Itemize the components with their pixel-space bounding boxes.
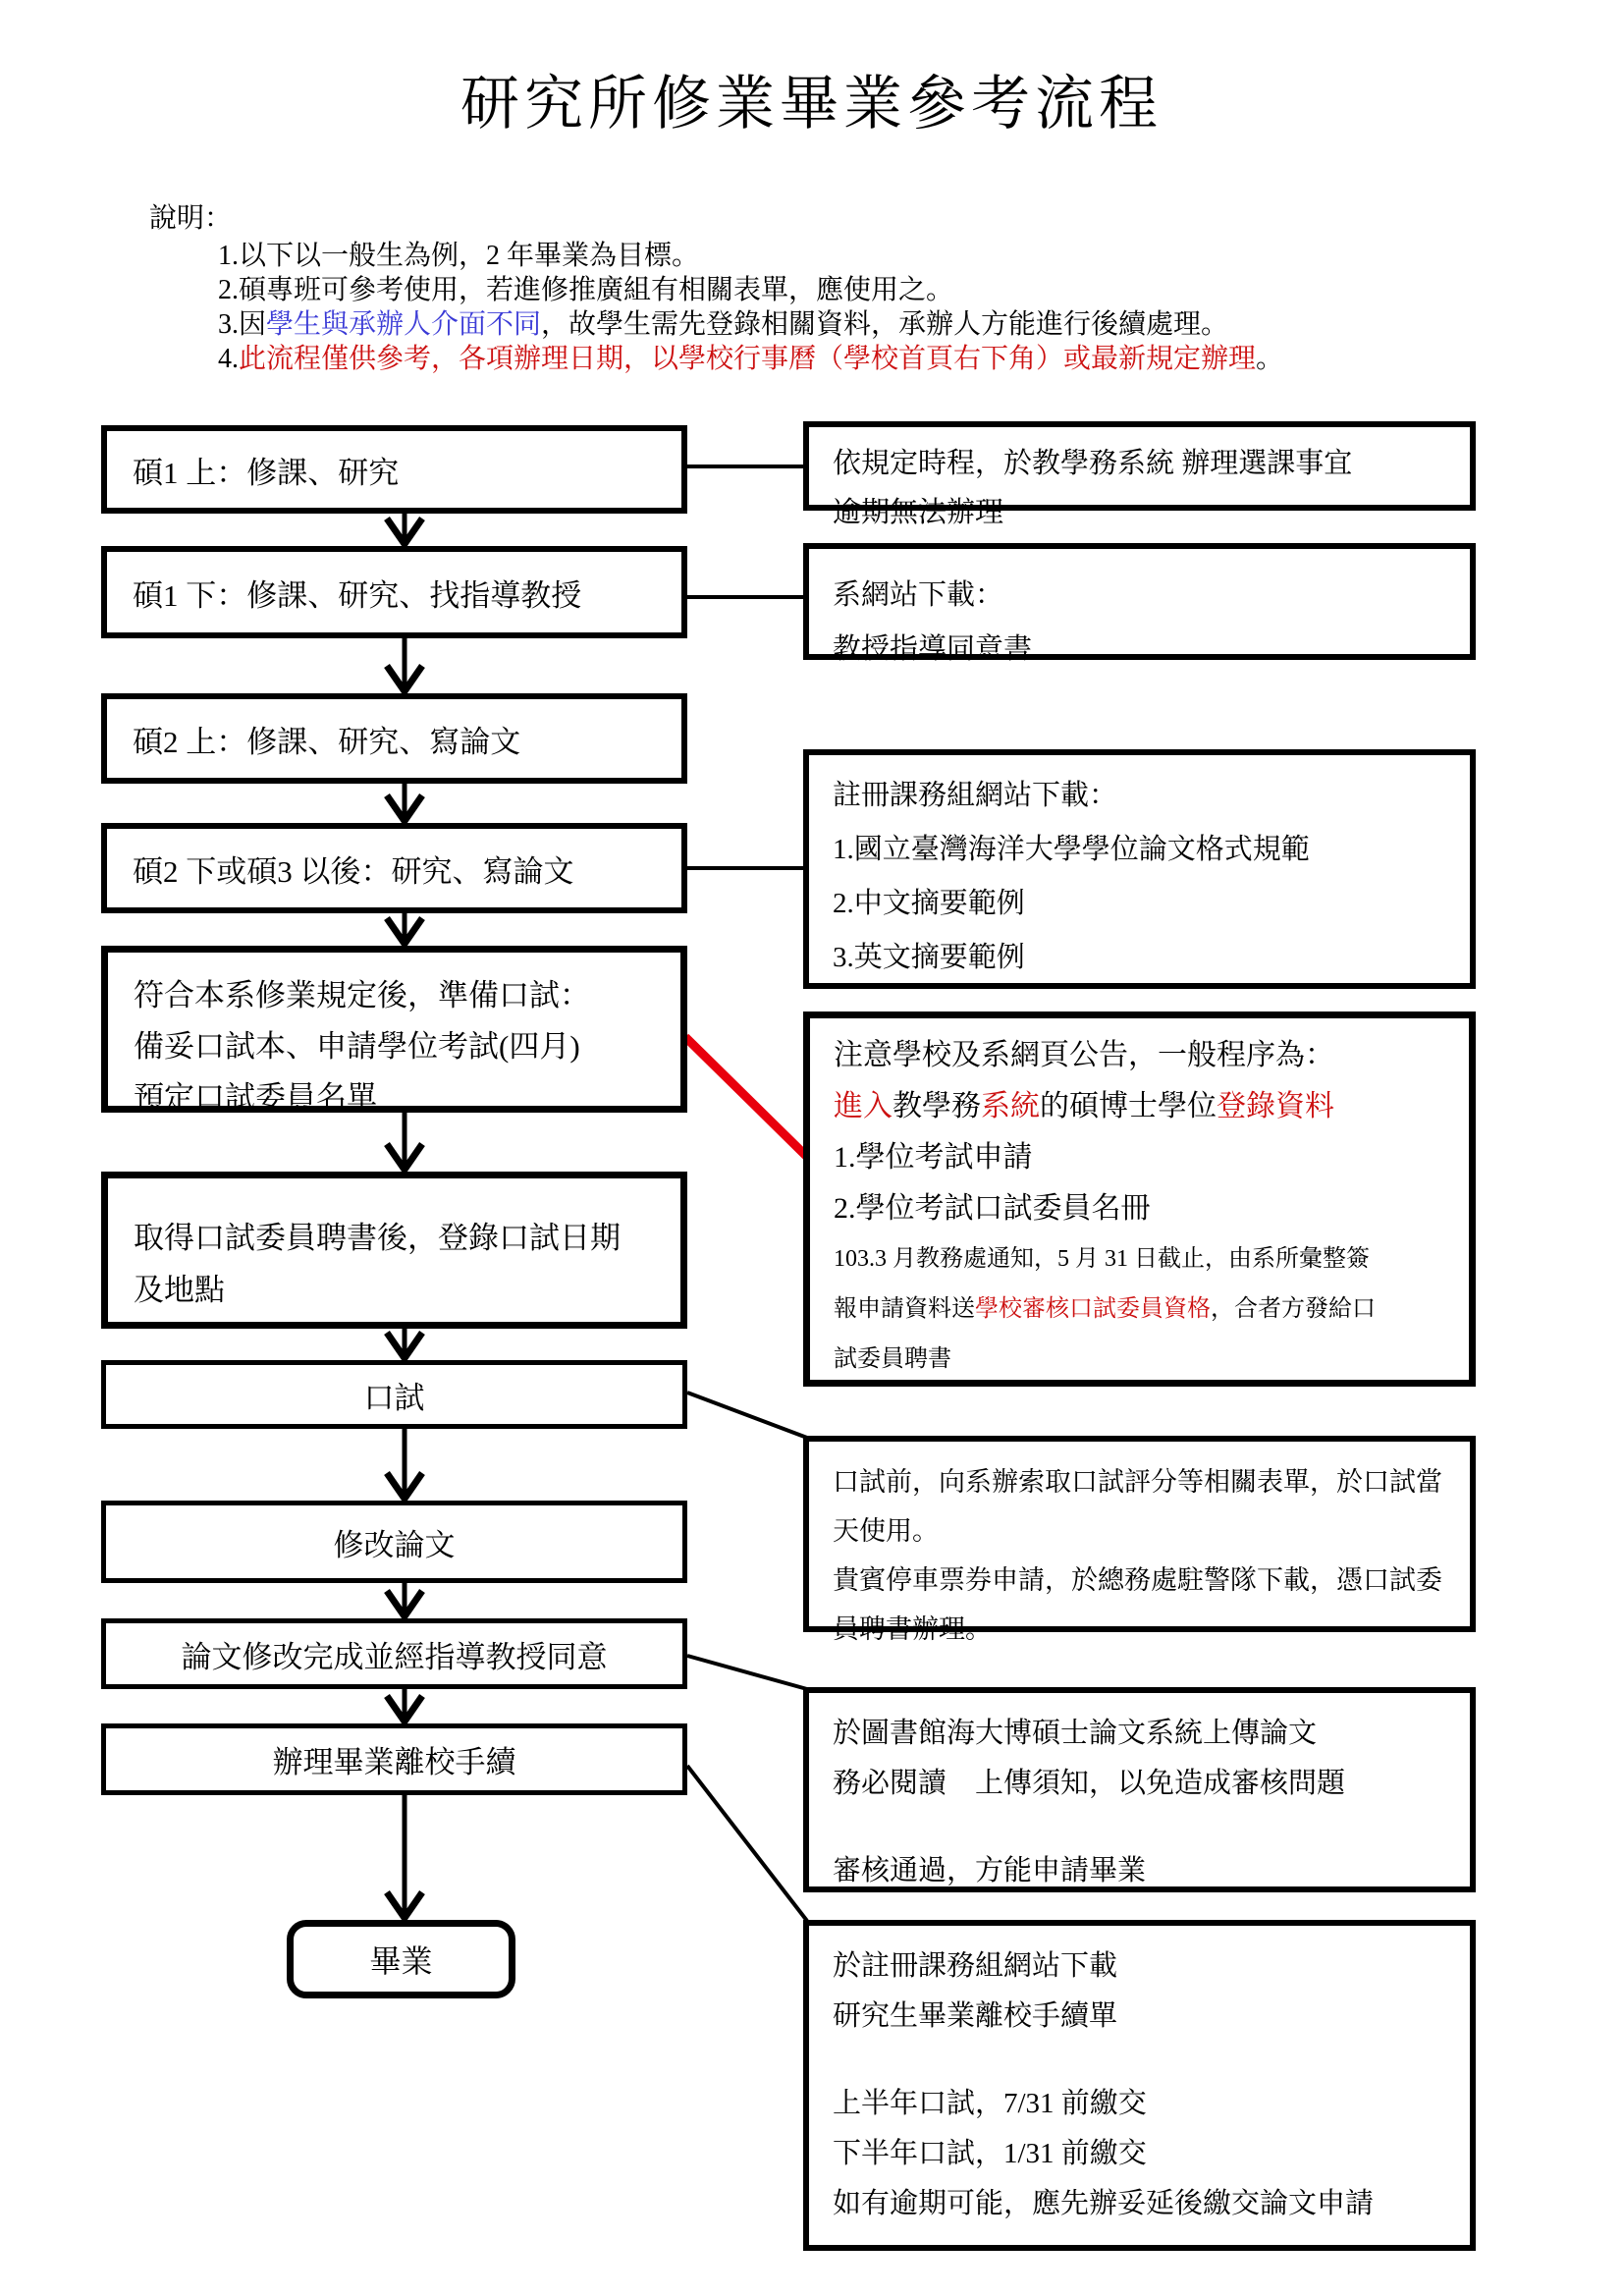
note-4-post: 。 bbox=[1256, 344, 1284, 374]
note-1-text: 以下以一般生為例，2 年畢業為目標。 bbox=[239, 241, 700, 271]
side-box-6 bbox=[803, 1687, 1476, 1892]
side-box-4-line2-red2: 系統 bbox=[981, 1090, 1040, 1122]
side-box-4-line4: 2.學位考試口試委員名冊 bbox=[834, 1192, 1151, 1225]
page-title: 研究所修業畢業參考流程 bbox=[460, 72, 1163, 137]
flow-step-5 bbox=[101, 946, 687, 1113]
side-box-6-blank-line bbox=[833, 1809, 1470, 1846]
side-box-4-line5: 103.3 月教務處通知，5 月 31 日截止，由系所彙整簽 bbox=[834, 1246, 1370, 1272]
side-box-6-line3: 審核通過，方能申請畢業 bbox=[833, 1855, 1147, 1886]
flow-arrow-8 bbox=[387, 1583, 422, 1616]
flow-step-6 bbox=[101, 1172, 687, 1329]
side-box-4-line2-red3: 登錄資料 bbox=[1217, 1090, 1334, 1122]
side-box-4-line6-pre: 報申請資料送 bbox=[834, 1296, 975, 1322]
side-box-5-line1: 口試前，向系辦索取口試評分等相關表單，於口試當 bbox=[833, 1467, 1442, 1497]
flow-step-3-label: 碩2 上：修課、研究、寫論文 bbox=[133, 724, 521, 759]
side-box-7 bbox=[803, 1920, 1476, 2251]
side-box-4-line1: 注意學校及系網頁公告，一般程序為： bbox=[834, 1039, 1334, 1071]
side-box-2 bbox=[803, 543, 1476, 665]
side-box-1-line1: 依規定時程，於教學務系統 辦理選課事宜 bbox=[833, 448, 1353, 479]
side-box-4-line2-black2: 的碩博士學位 bbox=[1040, 1090, 1217, 1122]
flow-step-10-label: 辦理畢業離校手續 bbox=[272, 1745, 516, 1779]
side-box-5-line3: 貴賓停車票券申請，於總務處駐警隊下載，憑口試委 bbox=[833, 1565, 1442, 1595]
side-box-3 bbox=[803, 749, 1476, 989]
flow-arrow-2 bbox=[387, 638, 422, 691]
side-box-1-line2: 逾期無法辦理 bbox=[833, 497, 1004, 528]
flow-step-8 bbox=[101, 1501, 687, 1583]
flow-step-11-label: 畢業 bbox=[369, 1943, 433, 1979]
side-box-4-line2-black1: 教學務 bbox=[893, 1090, 981, 1122]
side-box-7-line1: 於註冊課務組網站下載 bbox=[833, 1950, 1118, 1982]
note-2-text: 碩專班可參考使用，若進修推廣組有相關表單，應使用之。 bbox=[239, 275, 954, 305]
side-box-4-line6 bbox=[834, 1285, 1469, 1335]
flow-step-5-line3: 預定口試委員名單 bbox=[134, 1080, 377, 1115]
flow-arrow-4 bbox=[387, 913, 422, 944]
side-box-6-line1: 於圖書館海大博碩士論文系統上傳論文 bbox=[833, 1718, 1318, 1749]
note-3-post: ，故學生需先登錄相關資料，承辦人方能進行後續處理。 bbox=[541, 309, 1229, 340]
flow-step-2-label: 碩1 下：修課、研究、找指導教授 bbox=[133, 577, 582, 613]
flow-step-4-label: 碩2 下或碩3 以後：研究、寫論文 bbox=[133, 853, 574, 889]
flow-arrow-9 bbox=[387, 1689, 422, 1722]
flow-step-5-line1: 符合本系修業規定後，準備口試： bbox=[134, 978, 590, 1012]
red-connector-line bbox=[685, 1037, 809, 1159]
flow-step-11-graduation bbox=[287, 1920, 515, 1998]
side-box-3-line2: 1.國立臺灣海洋大學學位論文格式規範 bbox=[833, 834, 1310, 865]
flow-step-5-line2: 備妥口試本、申請學位考試(四月) bbox=[134, 1029, 580, 1064]
side-box-2-line1: 系網站下載： bbox=[833, 579, 1004, 611]
side-box-1 bbox=[803, 421, 1476, 528]
flow-step-7 bbox=[101, 1360, 687, 1429]
side-box-5-line4: 員聘書辦理。 bbox=[833, 1614, 992, 1644]
side-box-3-line4: 3.英文摘要範例 bbox=[833, 942, 1025, 973]
note-3-num: 3. bbox=[218, 309, 239, 340]
connector-line-6 bbox=[687, 1656, 807, 1689]
side-box-5-line2: 天使用。 bbox=[833, 1516, 939, 1546]
side-box-5 bbox=[803, 1436, 1476, 1644]
side-box-7-line4: 下半年口試，1/31 前繳交 bbox=[833, 2138, 1147, 2169]
flow-step-6-line1: 取得口試委員聘書後，登錄口試日期 bbox=[134, 1221, 621, 1255]
connector-line-7 bbox=[687, 1766, 807, 1921]
side-box-3-line1: 註冊課務組網站下載： bbox=[833, 780, 1118, 811]
flow-step-9 bbox=[101, 1618, 687, 1689]
flow-step-2 bbox=[101, 546, 687, 638]
note-4-red-text: 此流程僅供參考，各項辦理日期，以學校行事曆（學校首頁右下角）或最新規定辦理 bbox=[239, 344, 1257, 374]
note-3-pre: 因 bbox=[239, 309, 267, 340]
side-box-7-line2: 研究生畢業離校手續單 bbox=[833, 2000, 1118, 2032]
flow-step-8-label: 修改論文 bbox=[333, 1527, 456, 1562]
connector-line-5 bbox=[687, 1393, 807, 1438]
side-box-7-line3: 上半年口試，7/31 前繳交 bbox=[833, 2088, 1147, 2119]
note-4-num: 4. bbox=[218, 344, 239, 374]
side-box-2-line2: 教授指導同意書 bbox=[833, 633, 1033, 665]
flow-step-4 bbox=[101, 823, 687, 913]
flow-arrow-3 bbox=[387, 784, 422, 821]
note-3-blue-text: 學生與承辦人介面不同 bbox=[266, 309, 542, 340]
flow-step-1 bbox=[101, 425, 687, 514]
side-box-3-line3: 2.中文摘要範例 bbox=[833, 888, 1025, 919]
side-box-7-blank-line bbox=[833, 2042, 1470, 2079]
side-box-4-line3: 1.學位考試申請 bbox=[834, 1141, 1033, 1174]
note-2-num: 2. bbox=[218, 275, 239, 305]
side-box-4 bbox=[803, 1011, 1476, 1387]
note-1-num: 1. bbox=[218, 241, 239, 271]
flow-arrow-7 bbox=[387, 1429, 422, 1499]
flow-step-7-label: 口試 bbox=[363, 1380, 425, 1415]
flow-step-6-line2: 及地點 bbox=[134, 1273, 225, 1307]
side-box-4-line6-post: ，合者方發給口 bbox=[1211, 1296, 1376, 1322]
flow-arrow-1 bbox=[387, 514, 422, 544]
flow-step-9-label: 論文修改完成並經指導教授同意 bbox=[181, 1639, 608, 1674]
flow-step-1-label: 碩1 上：修課、研究 bbox=[133, 455, 400, 490]
flow-step-3 bbox=[101, 693, 687, 784]
side-box-4-line6-red: 學校審核口試委員資格 bbox=[975, 1296, 1211, 1322]
flow-arrow-10 bbox=[387, 1795, 422, 1918]
side-box-6-line2: 務必閱讀 上傳須知，以免造成審核問題 bbox=[833, 1768, 1346, 1799]
side-box-4-line2-red1: 進入 bbox=[834, 1090, 893, 1122]
side-box-4-line2 bbox=[834, 1081, 1469, 1132]
flow-step-10 bbox=[101, 1723, 687, 1795]
flow-arrow-6 bbox=[387, 1329, 422, 1358]
notes-heading: 說明： bbox=[149, 203, 233, 234]
side-box-4-line7: 試委員聘書 bbox=[834, 1346, 951, 1372]
side-box-7-line5: 如有逾期可能，應先辦妥延後繳交論文申請 bbox=[833, 2188, 1375, 2219]
